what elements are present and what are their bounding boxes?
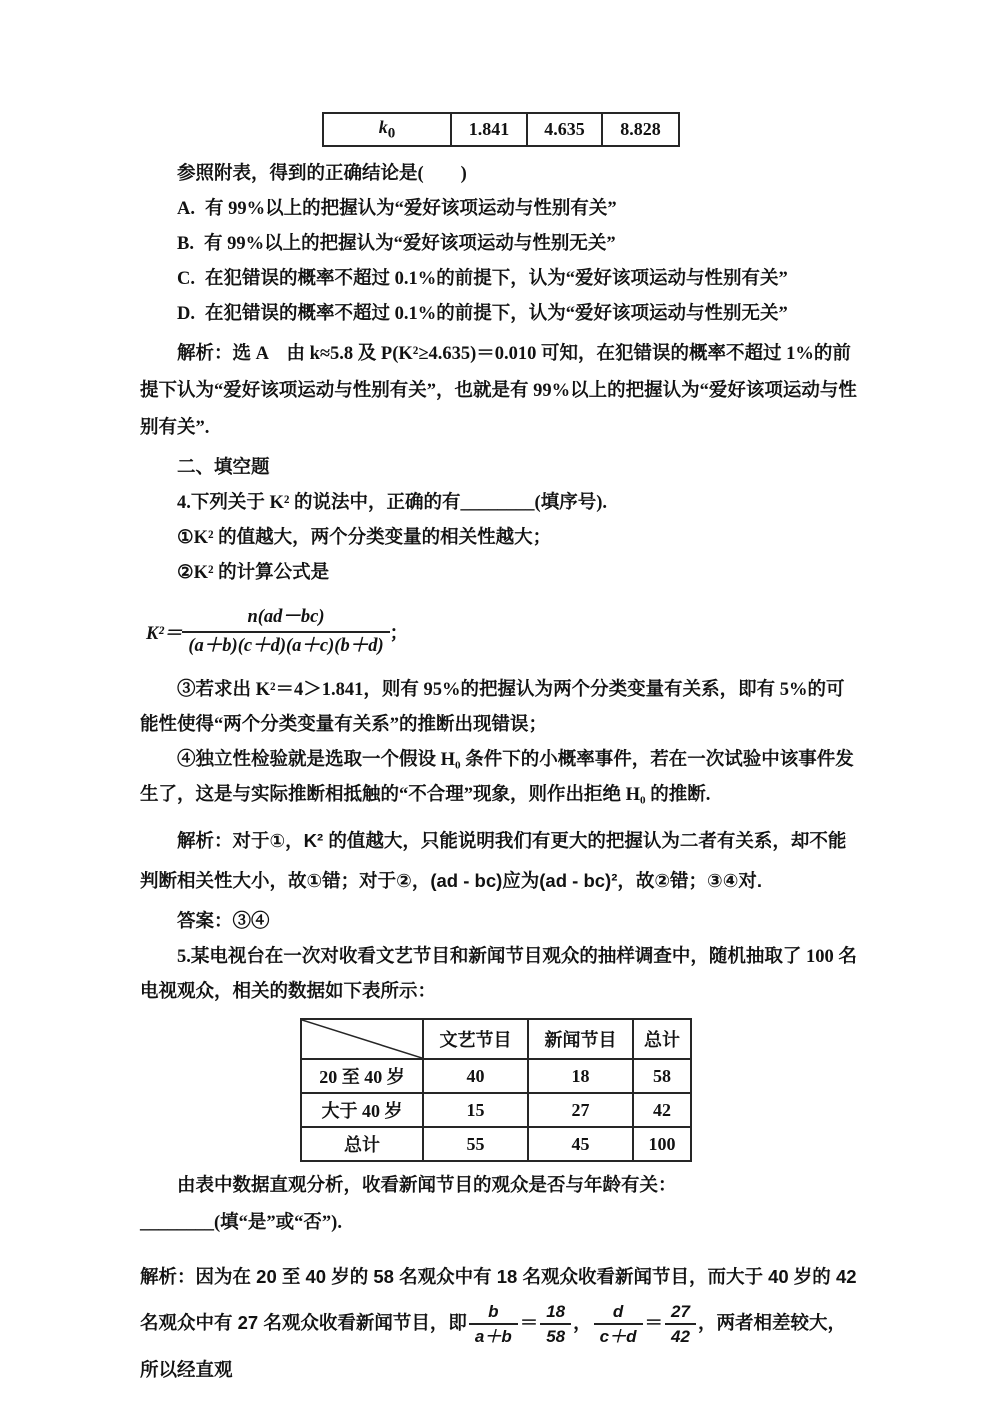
option-b bbox=[140, 227, 860, 262]
answer-label: 答案： bbox=[177, 912, 233, 932]
k0-header-cell bbox=[323, 113, 451, 146]
row-label: 20 至 40 岁 bbox=[301, 1059, 423, 1093]
option-a-label: A. bbox=[177, 199, 195, 219]
answer-text: ③④ bbox=[232, 912, 270, 932]
equals-sign: ＝ bbox=[644, 1312, 664, 1333]
question4-item2: ②K² 的计算公式是 bbox=[177, 563, 330, 583]
question3-stem: 参照附表，得到的正确结论是( ) bbox=[177, 164, 467, 184]
critical-value-table bbox=[322, 112, 680, 147]
question4-analysis bbox=[140, 821, 860, 901]
analysis-choice: 选 A bbox=[232, 344, 287, 364]
analysis-text: 由 k≈5.8 及 P(K²≥4.635)＝0.010 可知，在犯错误的概率不超过 1%的前提下认为“爱好该项运动与性别有关”，也就是有 99%以上的把握认为“爱好该项运动与性别有关”. bbox=[140, 344, 857, 438]
table-header-row bbox=[301, 1019, 691, 1059]
analysis-post: 两者相差较大，所以经直观 bbox=[140, 1312, 846, 1380]
question4-answer bbox=[140, 905, 860, 940]
formula-lhs: K²＝ bbox=[146, 624, 183, 644]
question4-item1: ①K² 的值越大，两个分类变量的相关性越大； bbox=[177, 528, 552, 548]
analysis-text: 对于①，K² 的值越大，只能说明我们有更大的把握认为二者有关系，却不能判断相关性大小，故①错；对于②，(ad - bc)应为(ad - bc)²，故②错；③④对. bbox=[140, 830, 847, 891]
k0-subscript: 0 bbox=[387, 125, 396, 142]
k0-variable: k bbox=[378, 116, 388, 137]
diagonal-line bbox=[302, 1020, 422, 1058]
option-c bbox=[140, 262, 860, 297]
fraction-d-over-cd: $\frac{d}{c+d}$ bbox=[594, 1302, 643, 1347]
question5-question: 由表中数据直观分析，收看新闻节目的观众是否与年龄有关：________(填“是”或“否”). bbox=[140, 1176, 677, 1233]
question5-stem: 5.某电视台在一次对收看文艺节目和新闻节目观众的抽样调查中，随机抽取了 100 名电视观众，相关的数据如下表所示： bbox=[140, 947, 857, 1002]
fraction-18-over-58: $\frac{18}{58}$ bbox=[540, 1302, 571, 1347]
analysis-label: 解析： bbox=[177, 344, 233, 364]
equals-sign: ＝ bbox=[519, 1312, 539, 1333]
table-row bbox=[301, 1127, 691, 1161]
critical-value-cell: 1.841 bbox=[451, 113, 527, 146]
option-b-text: 有 99%以上的把握认为“爱好该项运动与性别无关” bbox=[203, 234, 616, 254]
option-c-text: 在犯错误的概率不超过 0.1%的前提下，认为“爱好该项运动与性别有关” bbox=[205, 269, 788, 289]
row-label: 总计 bbox=[301, 1127, 423, 1161]
column-header: 总计 bbox=[633, 1019, 691, 1059]
critical-value-cell: 8.828 bbox=[602, 113, 679, 146]
option-b-label: B. bbox=[177, 234, 194, 254]
formula-denominator: (a＋b)(c＋d)(a＋c)(b＋d) bbox=[182, 631, 389, 658]
column-header: 文艺节目 bbox=[423, 1019, 528, 1059]
analysis-label: 解析： bbox=[140, 1266, 196, 1287]
table-row bbox=[301, 1093, 691, 1127]
analysis-label: 解析： bbox=[177, 830, 233, 851]
comma: ， bbox=[697, 1312, 717, 1333]
table-cell: 100 bbox=[633, 1127, 691, 1161]
question4-item3: ③若求出 K²＝4＞1.841，则有 95%的把握认为两个分类变量有关系，即有 5%的可能性使得“两个分类变量有关系”的推断出现错误； bbox=[140, 680, 845, 735]
fraction-b-over-ab: $\frac{b}{a+b}$ bbox=[469, 1302, 518, 1347]
table-cell: 55 bbox=[423, 1127, 528, 1161]
table-cell: 42 bbox=[633, 1093, 691, 1127]
row-label: 大于 40 岁 bbox=[301, 1093, 423, 1127]
table-row bbox=[323, 113, 679, 146]
question3-analysis bbox=[140, 336, 860, 447]
diagonal-header-cell bbox=[301, 1019, 423, 1059]
fraction-27-over-42: $\frac{27}{42}$ bbox=[665, 1302, 696, 1347]
question4-stem: 4.下列关于 K² 的说法中，正确的有________(填序号). bbox=[177, 493, 608, 513]
table-cell: 58 bbox=[633, 1059, 691, 1093]
section-title: 二、填空题 bbox=[177, 458, 270, 478]
formula-fraction bbox=[182, 606, 389, 658]
survey-table bbox=[300, 1018, 692, 1162]
critical-value-cell: 4.635 bbox=[527, 113, 602, 146]
analysis-pre: 因为在 20 至 40 岁的 58 名观众中有 18 名观众收看新闻节目，而大于 40 岁的 42 名观众中有 27 名观众收看新闻节目，即 bbox=[140, 1266, 857, 1333]
table-cell: 18 bbox=[528, 1059, 633, 1093]
formula-suffix: ； bbox=[389, 624, 409, 644]
option-a-text: 有 99%以上的把握认为“爱好该项运动与性别有关” bbox=[205, 199, 617, 219]
question5-analysis bbox=[140, 1254, 860, 1393]
table-cell: 27 bbox=[528, 1093, 633, 1127]
option-d-text: 在犯错误的概率不超过 0.1%的前提下，认为“爱好该项运动与性别无关” bbox=[205, 304, 788, 324]
comma: ， bbox=[573, 1312, 592, 1333]
option-a bbox=[140, 192, 860, 227]
table-row bbox=[301, 1059, 691, 1093]
option-d-label: D. bbox=[177, 304, 195, 324]
k2-formula bbox=[146, 601, 860, 663]
question4-item4: ④独立性检验就是选取一个假设 H₀ 条件下的小概率事件，若在一次试验中该事件发生了，这是与实际推断相抵触的“不合理”现象，则作出拒绝 H₀ 的推断. bbox=[140, 750, 854, 805]
formula-numerator: n(ad－bc) bbox=[247, 606, 325, 627]
table-cell: 15 bbox=[423, 1093, 528, 1127]
option-c-label: C. bbox=[177, 269, 195, 289]
table-cell: 40 bbox=[423, 1059, 528, 1093]
column-header: 新闻节目 bbox=[528, 1019, 633, 1059]
option-d bbox=[140, 297, 860, 332]
table-cell: 45 bbox=[528, 1127, 633, 1161]
